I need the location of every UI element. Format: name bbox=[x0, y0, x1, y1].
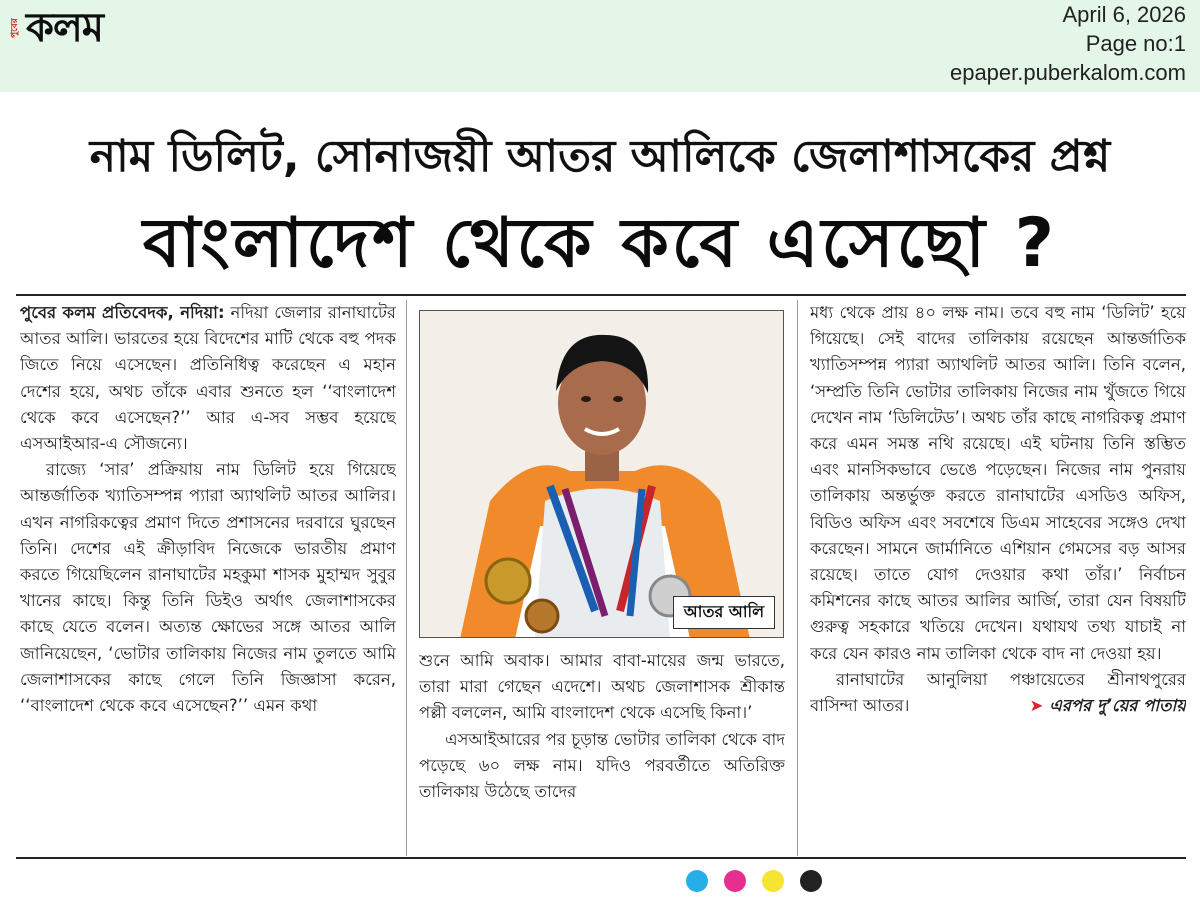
article-column-2 bbox=[419, 648, 785, 855]
paragraph: শুনে আমি অবাক। আমার বাবা-মায়ের জন্ম ভারতে, তারা মারা গেছেন এদেশে। অথচ জেলাশাসক শ্রীকান্ত পল্লী বললেন, আমি বাংলাদেশ থেকে এসেছি কিনা।’ bbox=[419, 651, 785, 723]
athlete-photo bbox=[419, 310, 784, 638]
paragraph-text: রানাঘাটের আনুলিয়া পঞ্চায়েতের শ্রীনাথপুরের বাসিন্দা আতর। bbox=[810, 669, 1186, 716]
paragraph: মধ্য থেকে প্রায় ৪০ লক্ষ নাম। তবে বহু নাম ‘ডিলিট’ হয়ে গিয়েছে। সেই বাদের তালিকায় রয়েছেন আন্তর্জাতিক খ্যাতিসম্পন্ন প্যারা অ্যাথলিট আতর আলি। তিনি বলেন, ‘সম্প্রতি তিনি ভোটার তালিকায় নিজের নাম খুঁজতে গিয়ে দেখেন নাম ‘ডিলিটেড’। অথচ তাঁর কাছে নাগরিকত্ব প্রমাণ করে এমন সমস্ত নথি রয়েছে। এই ঘটনায় তিনি স্তম্ভিত এবং মানসিকভাবে ভেঙে পড়েছেন। নিজের নাম পুনরায় তালিকায় অন্তর্ভুক্ত করতে রানাঘাটের এসডিও অফিস, বিডিও অফিস এবং সবশেষে ডিএম সাহেবের সঙ্গেও দেখা করেছেন। সামনে জার্মানিতে এশিয়ান গেমসের বড় আসর রয়েছে। তাতে যোগ দেওয়ার কথা তাঁর।’ নির্বাচন কমিশনের কাছে আতর আলির আর্জি, তারা যেন বিষয়টি গুরুত্ব সহকারে খতিয়ে দেখেন। যথাযথ তথ্য যাচাই না করে যেন কারও নাম তালিকা থেকে বাদ না দেওয়া হয়। bbox=[810, 303, 1186, 663]
logo-small-text: পুবের bbox=[10, 18, 20, 38]
headline-divider bbox=[16, 294, 1186, 296]
byline: পুবের কলম প্রতিবেদক, নদিয়া: bbox=[20, 303, 225, 322]
page-number: Page no:1 bbox=[1085, 31, 1186, 56]
paragraph: রাজ্যে ‘সার’ প্রক্রিয়ায় নাম ডিলিট হয়ে গিয়েছে আন্তর্জাতিক খ্যাতিসম্পন্ন প্যারা অ্যাথলিট আতর আলির। এখন নাগরিকত্বের প্রমাণ দিতে প্রশাসনের দরবারে ঘুরছেন তিনি। দেশের এই ক্রীড়াবিদ নিজেকে ভারতীয় প্রমাণ করতে গিয়েছিলেন রানাঘাটের মহকুমা শাসক মুহাম্মদ সুবুর খানের কাছে। কিন্তু তিনি ডিইও অর্থাৎ জেলাশাসকের কাছে যেতে বলেন। অত্যন্ত ক্ষোভের সঙ্গে আতর আলি জানিয়েছেন, ‘ভোটার তালিকায় নিজের নাম তুলতে আমি জেলাশাসকের কাছে গেলে তিনি জিজ্ঞাসা করেন, ‘‘বাংলাদেশ থেকে কবে এসেছেন?’’ এমন কথা bbox=[20, 460, 396, 716]
arrow-right-icon: ➤ bbox=[1029, 696, 1044, 716]
continue-link[interactable] bbox=[1003, 693, 1186, 719]
newspaper-logo[interactable] bbox=[8, 6, 103, 50]
photo-caption: আতর আলি bbox=[673, 596, 775, 629]
column-divider bbox=[406, 300, 407, 856]
registration-dot-magenta bbox=[724, 870, 746, 892]
bottom-divider bbox=[16, 857, 1186, 859]
edition-date: April 6, 2026 bbox=[1062, 2, 1186, 27]
registration-dot-cyan bbox=[686, 870, 708, 892]
logo-main-text: কলম bbox=[26, 5, 103, 51]
article-column-3 bbox=[810, 300, 1186, 855]
athlete-image bbox=[420, 311, 784, 638]
registration-dot-black bbox=[800, 870, 822, 892]
registration-dot-yellow bbox=[762, 870, 784, 892]
paragraph: এসআইআরের পর চূড়ান্ত ভোটার তালিকা থেকে বাদ পড়েছে ৬০ লক্ষ নাম। যদিও পরবর্তীতে অতিরিক্ত তালিকায় উঠেছে তাদের bbox=[419, 729, 785, 802]
paragraph bbox=[20, 300, 396, 457]
article-column-1 bbox=[20, 300, 396, 855]
article-kicker: নাম ডিলিট, সোনাজয়ী আতর আলিকে জেলাশাসকের প্রশ্ন bbox=[89, 131, 1111, 182]
masthead bbox=[0, 0, 1200, 92]
paragraph-text: নদিয়া জেলার রানাঘাটের আতর আলি। ভারতের হয়ে বিদেশের মাটি থেকে বহু পদক জিতে নিয়ে এসেছেন। প্রতিনিধিত্ব করেছেন এ মহান দেশের হয়ে, অথচ তাঁকে এবার শুনতে হল ‘‘বাংলাদেশ থেকে কবে এসেছেন?’’ আর এ-সব সম্ভব হয়েছে এসআইআর-এ সৌজন্যে। bbox=[20, 303, 396, 454]
paragraph-last bbox=[810, 667, 1186, 719]
site-url[interactable]: epaper.puberkalom.com bbox=[949, 60, 1186, 85]
continue-text: এরপর দু’য়ের পাতায় bbox=[1049, 696, 1186, 716]
column-divider bbox=[797, 300, 798, 856]
edition-meta bbox=[950, 0, 1186, 87]
article-headline: বাংলাদেশ থেকে কবে এসেছো ? bbox=[142, 204, 1058, 283]
